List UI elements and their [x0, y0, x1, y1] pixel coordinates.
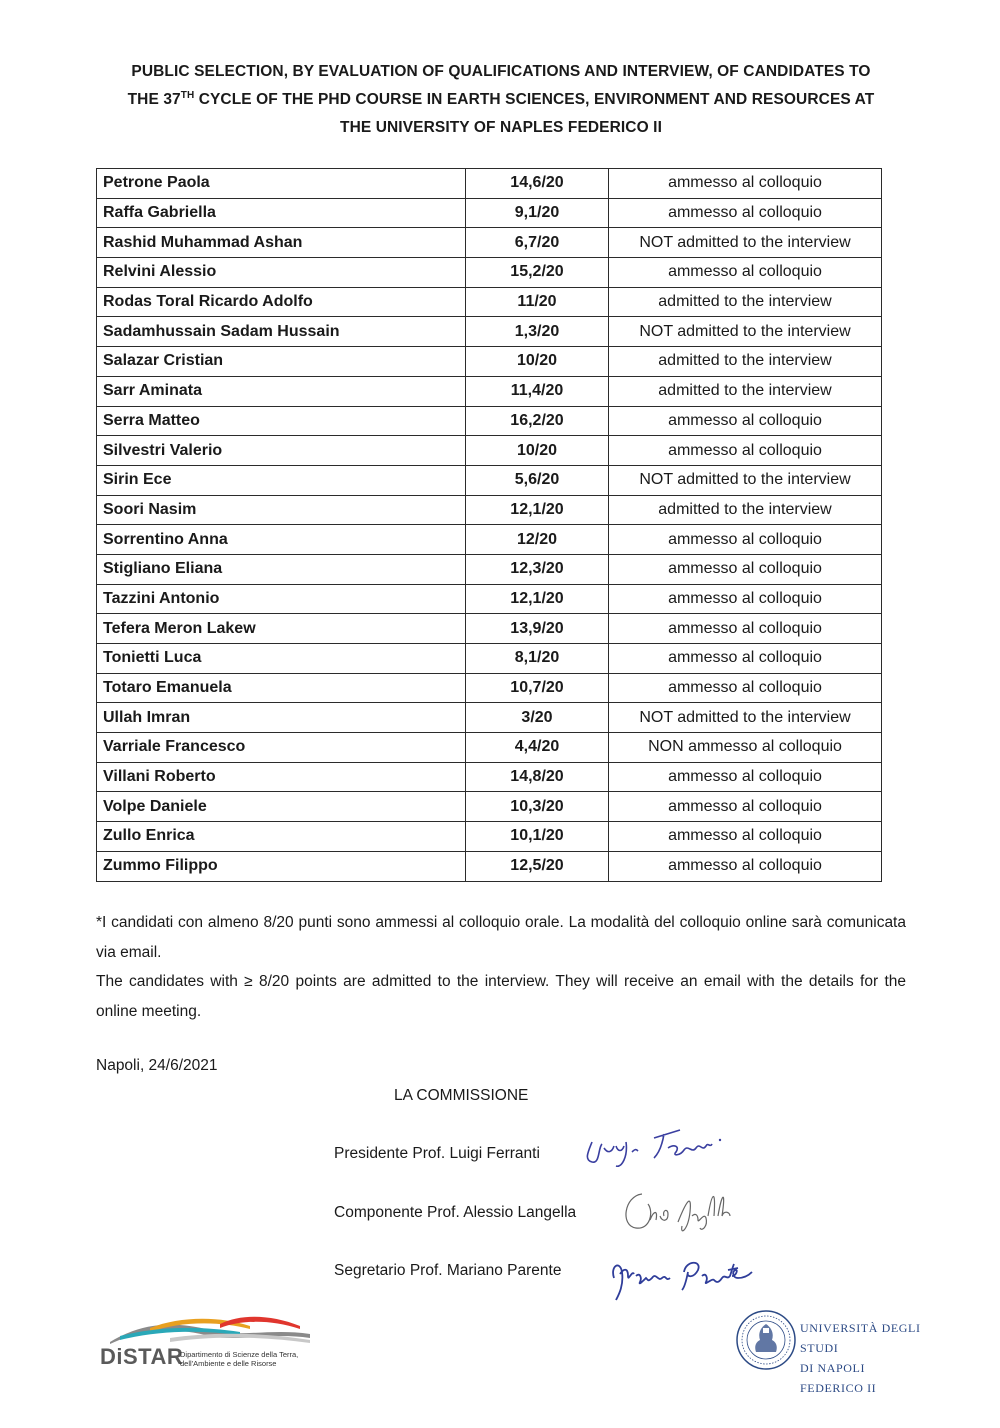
candidate-score: 12,3/20 [466, 554, 609, 584]
candidate-name: Salazar Cristian [97, 347, 466, 377]
signature-parente [606, 1250, 766, 1308]
candidate-status: ammesso al colloquio [609, 258, 882, 288]
table-row [97, 228, 882, 258]
candidate-score: 10/20 [466, 436, 609, 466]
candidate-score: 10,3/20 [466, 792, 609, 822]
candidate-status: ammesso al colloquio [609, 406, 882, 436]
candidate-name: Rashid Muhammad Ashan [97, 228, 466, 258]
distar-subtitle [180, 1350, 298, 1368]
candidate-status: ammesso al colloquio [609, 792, 882, 822]
signature-ferranti [578, 1118, 728, 1170]
candidate-status: NOT admitted to the interview [609, 703, 882, 733]
unina-name-line-2: DI NAPOLI FEDERICO II [800, 1361, 877, 1395]
candidate-status: NOT admitted to the interview [609, 465, 882, 495]
candidate-status: ammesso al colloquio [609, 644, 882, 674]
candidate-name: Sorrentino Anna [97, 525, 466, 555]
distar-subtitle-line-1: Dipartimento di Scienze della Terra, [180, 1350, 299, 1359]
distar-name: DiSTAR [100, 1344, 184, 1369]
table-row [97, 495, 882, 525]
candidate-status: ammesso al colloquio [609, 584, 882, 614]
candidate-score: 11,4/20 [466, 376, 609, 406]
candidate-status: ammesso al colloquio [609, 762, 882, 792]
document-title [96, 58, 906, 142]
candidate-name: Stigliano Eliana [97, 554, 466, 584]
table-row [97, 525, 882, 555]
candidate-score: 8,1/20 [466, 644, 609, 674]
candidate-status: ammesso al colloquio [609, 525, 882, 555]
candidate-name: Serra Matteo [97, 406, 466, 436]
candidate-name: Tazzini Antonio [97, 584, 466, 614]
table-row [97, 258, 882, 288]
candidate-status: NON ammesso al colloquio [609, 733, 882, 763]
unina-name-line-1: UNIVERSITÀ DEGLI STUDI [800, 1321, 921, 1355]
title-line-3: THE UNIVERSITY OF NAPLES FEDERICO II [340, 119, 662, 136]
table-row [97, 733, 882, 763]
title-line-1: PUBLIC SELECTION, BY EVALUATION OF QUALIFICATIONS AND INTERVIEW, OF CANDIDATES TO [131, 63, 871, 80]
candidate-score: 9,1/20 [466, 198, 609, 228]
table-row [97, 347, 882, 377]
candidate-status: ammesso al colloquio [609, 822, 882, 852]
candidate-name: Sirin Ece [97, 465, 466, 495]
candidate-name: Rodas Toral Ricardo Adolfo [97, 287, 466, 317]
distar-logo [100, 1314, 320, 1376]
table-row [97, 673, 882, 703]
table-row [97, 614, 882, 644]
candidate-score: 12,5/20 [466, 851, 609, 881]
candidate-score: 6,7/20 [466, 228, 609, 258]
candidate-status: ammesso al colloquio [609, 436, 882, 466]
candidate-name: Tefera Meron Lakew [97, 614, 466, 644]
table-row [97, 703, 882, 733]
candidate-name: Raffa Gabriella [97, 198, 466, 228]
candidate-status: admitted to the interview [609, 287, 882, 317]
candidate-score: 14,6/20 [466, 169, 609, 199]
candidate-score: 12,1/20 [466, 584, 609, 614]
commission-title: LA COMMISSIONE [394, 1087, 529, 1104]
candidate-name: Varriale Francesco [97, 733, 466, 763]
note-english: The candidates with ≥ 8/20 points are admitted to the interview. They will receive an email with the details for the online meeting. [96, 973, 906, 1020]
candidate-status: ammesso al colloquio [609, 851, 882, 881]
candidate-name: Relvini Alessio [97, 258, 466, 288]
candidate-score: 5,6/20 [466, 465, 609, 495]
table-row [97, 436, 882, 466]
candidate-score: 10,1/20 [466, 822, 609, 852]
table-row [97, 822, 882, 852]
member-president: Presidente Prof. Luigi Ferranti [334, 1145, 540, 1162]
title-line-2-pre: THE 37 [127, 91, 181, 108]
candidate-score: 10,7/20 [466, 673, 609, 703]
candidate-name: Petrone Paola [97, 169, 466, 199]
note-italian: *I candidati con almeno 8/20 punti sono ammessi al colloquio orale. La modalità del colloquio online sarà comunicata via email. [96, 914, 906, 961]
title-line-2-post: CYCLE OF THE PHD COURSE IN EARTH SCIENCES, ENVIRONMENT AND RESOURCES AT [194, 91, 875, 108]
distar-hills-graphic [110, 1314, 320, 1344]
candidate-score: 15,2/20 [466, 258, 609, 288]
candidate-name: Ullah Imran [97, 703, 466, 733]
results-table [96, 168, 882, 882]
table-row [97, 287, 882, 317]
candidate-score: 1,3/20 [466, 317, 609, 347]
table-row [97, 169, 882, 199]
table-row [97, 465, 882, 495]
candidate-status: ammesso al colloquio [609, 554, 882, 584]
table-row [97, 584, 882, 614]
notes-block [96, 908, 906, 1026]
candidate-name: Zummo Filippo [97, 851, 466, 881]
table-row [97, 198, 882, 228]
candidate-status: ammesso al colloquio [609, 673, 882, 703]
candidate-score: 12/20 [466, 525, 609, 555]
candidate-status: NOT admitted to the interview [609, 317, 882, 347]
table-row [97, 762, 882, 792]
candidate-score: 4,4/20 [466, 733, 609, 763]
candidate-status: ammesso al colloquio [609, 198, 882, 228]
candidate-name: Soori Nasim [97, 495, 466, 525]
unina-logo [736, 1308, 926, 1395]
distar-subtitle-line-2: dell'Ambiente e delle Risorse [180, 1359, 277, 1368]
table-row [97, 317, 882, 347]
table-row [97, 851, 882, 881]
candidate-score: 3/20 [466, 703, 609, 733]
member-secretary: Segretario Prof. Mariano Parente [334, 1262, 562, 1279]
member-component: Componente Prof. Alessio Langella [334, 1204, 577, 1221]
candidate-status: admitted to the interview [609, 347, 882, 377]
candidate-score: 13,9/20 [466, 614, 609, 644]
results-table-body [97, 169, 882, 882]
candidate-name: Totaro Emanuela [97, 673, 466, 703]
place-date: Napoli, 24/6/2021 [96, 1057, 218, 1074]
candidate-name: Silvestri Valerio [97, 436, 466, 466]
candidate-name: Sadamhussain Sadam Hussain [97, 317, 466, 347]
candidate-name: Sarr Aminata [97, 376, 466, 406]
candidate-score: 16,2/20 [466, 406, 609, 436]
table-row [97, 644, 882, 674]
candidate-score: 14,8/20 [466, 762, 609, 792]
candidate-status: ammesso al colloquio [609, 614, 882, 644]
table-row [97, 792, 882, 822]
unina-seal-icon [736, 1308, 796, 1372]
candidate-status: ammesso al colloquio [609, 169, 882, 199]
candidate-name: Volpe Daniele [97, 792, 466, 822]
unina-name [800, 1318, 926, 1398]
signature-langella [620, 1182, 740, 1240]
table-row [97, 554, 882, 584]
title-line-2 [96, 86, 906, 114]
candidate-status: admitted to the interview [609, 495, 882, 525]
table-row [97, 376, 882, 406]
candidate-status: NOT admitted to the interview [609, 228, 882, 258]
title-ordinal-sup: TH [180, 90, 195, 101]
candidate-name: Villani Roberto [97, 762, 466, 792]
table-row [97, 406, 882, 436]
candidate-name: Zullo Enrica [97, 822, 466, 852]
candidate-name: Tonietti Luca [97, 644, 466, 674]
candidate-score: 11/20 [466, 287, 609, 317]
candidate-score: 10/20 [466, 347, 609, 377]
candidate-score: 12,1/20 [466, 495, 609, 525]
candidate-status: admitted to the interview [609, 376, 882, 406]
